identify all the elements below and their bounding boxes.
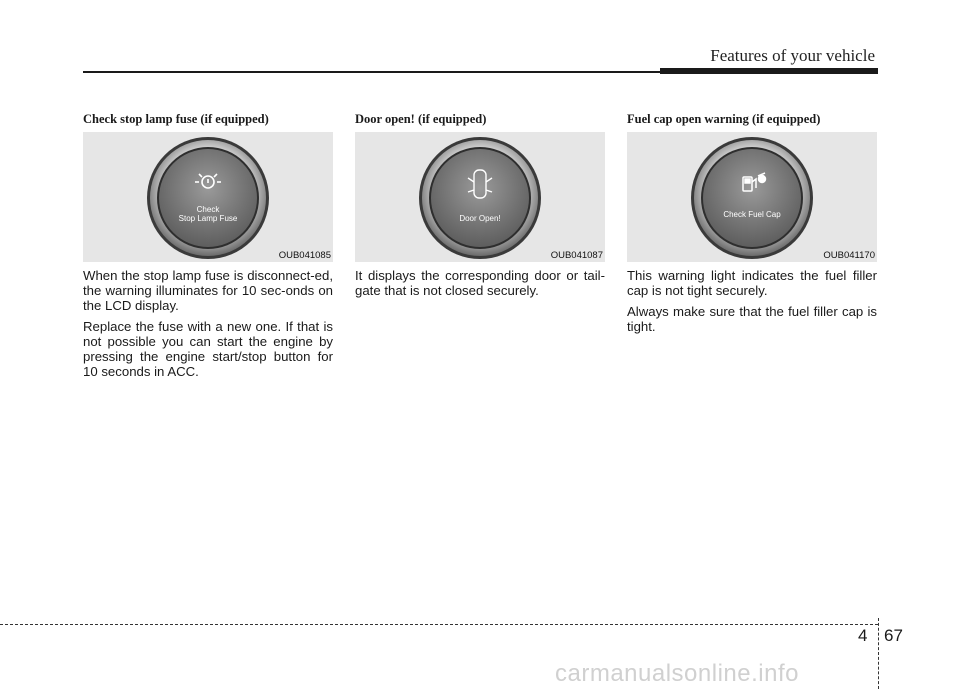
- section-stop-lamp-fuse: [83, 112, 333, 379]
- gauge-display: [83, 132, 333, 262]
- section-title: Fuel cap open warning (if equipped): [627, 112, 821, 126]
- figure-code: OUB041170: [823, 250, 875, 261]
- figure-fuel-cap: [627, 132, 877, 262]
- header-rule-thick: [660, 68, 878, 74]
- footer-divider: [878, 618, 879, 689]
- paragraph: Always make sure that the fuel filler cap is tight.: [627, 304, 877, 334]
- section-title: Door open! (if equipped): [355, 112, 487, 126]
- display-line-1: Check Fuel Cap: [723, 210, 781, 219]
- figure-door-open: [355, 132, 605, 262]
- figure-code: OUB041085: [278, 250, 331, 261]
- page-chapter: 4: [858, 626, 868, 645]
- paragraph: Replace the fuse with a new one. If that is not possible you can start the engine by pressing the engine start/stop button for 10 seconds in ACC.: [83, 319, 333, 379]
- paragraph: This warning light indicates the fuel filler cap is not tight securely.: [627, 268, 877, 298]
- footer-rule: [0, 624, 878, 625]
- section-title: Check stop lamp fuse (if equipped): [83, 112, 269, 126]
- section-door-open: [355, 112, 605, 298]
- display-line-1: Door Open!: [459, 214, 501, 223]
- display-line-2: Stop Lamp Fuse: [178, 214, 238, 223]
- gauge-display: [355, 132, 605, 262]
- paragraph: It displays the corresponding door or tail-gate that is not closed securely.: [355, 268, 605, 298]
- page-number: 67: [884, 626, 903, 645]
- header-title: Features of your vehicle: [710, 46, 875, 65]
- gauge-display: [627, 132, 877, 262]
- section-fuel-cap: [627, 112, 877, 334]
- watermark: carmanualsonline.info: [555, 660, 799, 687]
- figure-stop-lamp-fuse: [83, 132, 333, 262]
- paragraph: When the stop lamp fuse is disconnect-ed, the warning illuminates for 10 sec-onds on the LCD display.: [83, 268, 333, 313]
- display-line-1: Check: [196, 205, 220, 214]
- figure-code: OUB041087: [550, 250, 603, 261]
